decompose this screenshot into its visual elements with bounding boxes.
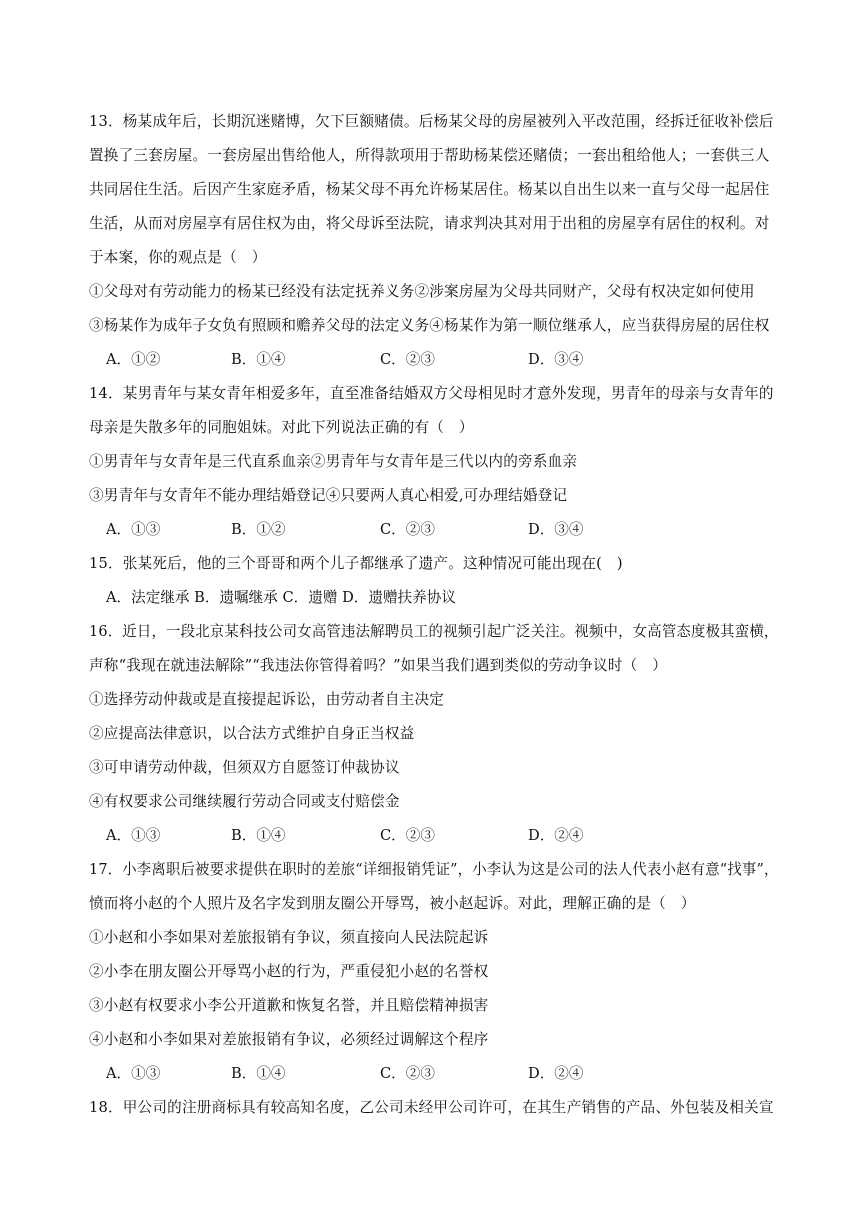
question-text-line: 14．某男青年与某女青年相爱多年，直至准备结婚双方父母相见时才意外发现，男青年的母亲与女青年的: [89, 385, 774, 402]
statement-line: ①选择劳动仲裁或是直接提起诉讼，由劳动者自主决定: [89, 691, 445, 708]
option-c: C．②③: [380, 827, 435, 844]
statement-line: ①小赵和小李如果对差旅报销有争议，须直接向人民法院起诉: [89, 929, 489, 946]
option-a: A．①③: [106, 827, 161, 844]
question-stem-end: 15．张某死后，他的三个哥哥和两个儿子都继承了遗产。这种情况可能出现在( ): [89, 555, 623, 572]
statement-line: ④小赵和小李如果对差旅报销有争议，必须经过调解这个程序: [89, 1031, 489, 1048]
question-stem-end: 于本案，你的观点是（ ）: [89, 249, 267, 266]
question-text-line: 17．小李离职后被要求提供在职时的差旅“详细报销凭证”，小李认为这是公司的法人代表小赵有意“找事”，: [89, 861, 779, 878]
question-text-line: 生活，从而对房屋享有居住权为由，将父母诉至法院，请求判决其对用于出租的房屋享有居住的权利。对: [89, 215, 770, 232]
question-stem-end: 愤而将小赵的个人照片及名字发到朋友圈公开辱骂，被小赵起诉。对此，理解正确的是（ ）: [89, 895, 696, 912]
option-b: B．①④: [231, 827, 286, 844]
option-d: D．②④: [528, 827, 584, 844]
option-d: D．③④: [528, 521, 584, 538]
option-c: C．②③: [380, 351, 435, 368]
option-d: D．③④: [528, 351, 584, 368]
question-stem-end: 母亲是失散多年的同胞姐妹。对此下列说法正确的有（ ）: [89, 419, 474, 436]
question-text-line: 18．甲公司的注册商标具有较高知名度，乙公司未经甲公司许可，在其生产销售的产品、外包装及相关宣: [89, 1099, 774, 1116]
question-text-line: 13．杨某成年后，长期沉迷赌博，欠下巨额赌债。后杨某父母的房屋被列入平改范围，经拆迁征收补偿后: [89, 113, 774, 130]
option-a: A．①③: [106, 521, 161, 538]
question-text-line: 置换了三套房屋。一套房屋出售给他人，所得款项用于帮助杨某偿还赌债；一套出租给他人；一套供三人: [89, 147, 770, 164]
statement-line: ③小赵有权要求小李公开道歉和恢复名誉，并且赔偿精神损害: [89, 997, 489, 1014]
option-b: B．①②: [231, 521, 286, 538]
question-text-line: 共同居住生活。后因产生家庭矛盾，杨某父母不再允许杨某居住。杨某以自出生以来一直与父母一起居住: [89, 181, 770, 198]
statement-line: ④有权要求公司继续履行劳动合同或支付赔偿金: [89, 793, 400, 810]
option-c: C．②③: [380, 1065, 435, 1082]
option-a: A．①②: [106, 351, 161, 368]
option-a: A．①③: [106, 1065, 161, 1082]
statement-line: ③杨某作为成年子女负有照顾和赡养父母的法定义务④杨某作为第一顺位继承人，应当获得房屋的居住权: [89, 317, 770, 334]
statement-line: ③男青年与女青年不能办理结婚登记④只要两人真心相爱,可办理结婚登记: [89, 487, 568, 504]
option-b: B．①④: [231, 1065, 286, 1082]
statement-line: ②小李在朋友圈公开辱骂小赵的行为，严重侵犯小赵的名誉权: [89, 963, 489, 980]
question-stem-end: 声称“我现在就违法解除”“我违法你管得着吗？”如果当我们遇到类似的劳动争议时（ ）: [89, 657, 668, 674]
question-text-line: 16．近日，一段北京某科技公司女高管违法解聘员工的视频引起广泛关注。视频中，女高管态度极其蛮横，: [89, 623, 779, 640]
answer-options-inline: A．法定继承 B．遗嘱继承 C．遗赠 D．遗赠扶养协议: [106, 589, 456, 606]
statement-line: ①父母对有劳动能力的杨某已经没有法定抚养义务②涉案房屋为父母共同财产，父母有权决定如何使用: [89, 283, 755, 300]
option-d: D．②④: [528, 1065, 584, 1082]
statement-line: ②应提高法律意识，以合法方式维护自身正当权益: [89, 725, 415, 742]
statement-line: ③可申请劳动仲裁，但须双方自愿签订仲裁协议: [89, 759, 400, 776]
statement-line: ①男青年与女青年是三代直系血亲②男青年与女青年是三代以内的旁系血亲: [89, 453, 578, 470]
option-c: C．②③: [380, 521, 435, 538]
option-b: B．①④: [231, 351, 286, 368]
